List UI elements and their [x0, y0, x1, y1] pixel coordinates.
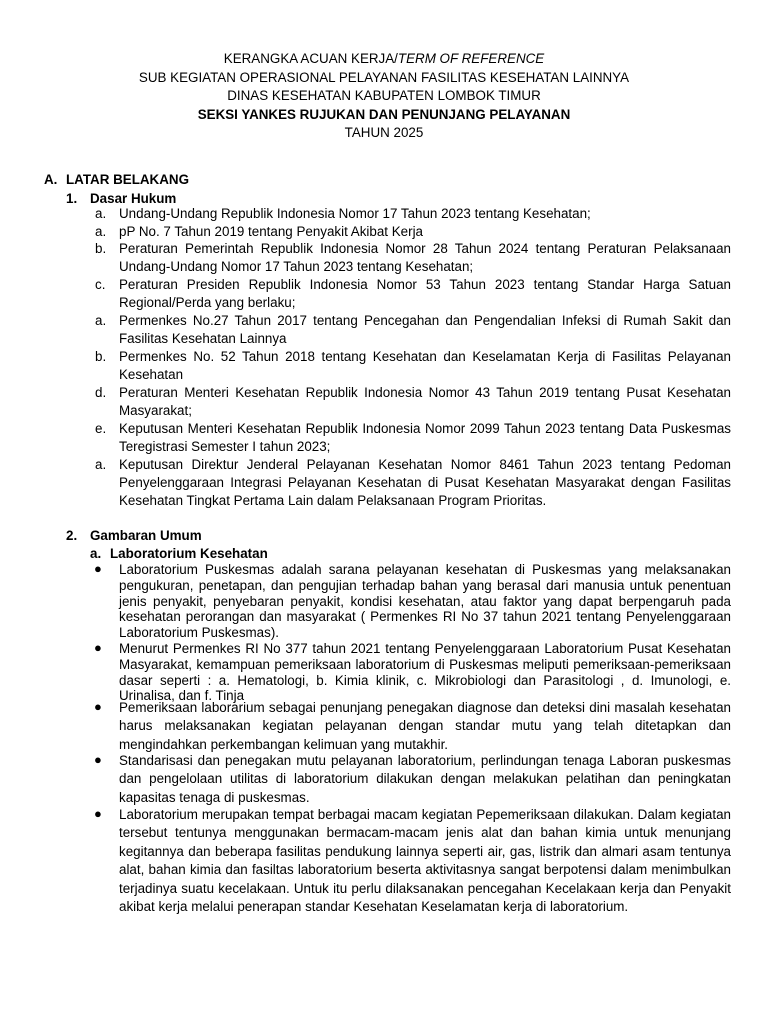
list-item: e. Keputusan Menteri Kesehatan Republik Indonesia Nomor 2099 Tahun 2023 tentang Data Puskesmas Teregistrasi Semester I tahun 2023; — [95, 421, 731, 454]
sub1-title: Dasar Hukum — [90, 191, 177, 206]
sub2a-marker: a. — [90, 546, 102, 561]
bullet-icon: ● — [94, 752, 102, 767]
list-item: Pemeriksaan laborarium sebagai penunjang penegakan diagnose dan deteksi dini masalah kesehatan harus melaksanakan kegiatan pelayanan dengan standar mutu yang telah ditetapkan dan mengindahkan perkembangan kelimuan yang mutakhir. — [119, 700, 731, 752]
list-item: a. pP No. 7 Tahun 2019 tentang Penyakit Akibat Kerja — [95, 224, 423, 239]
sub2a-title: Laboratorium Kesehatan — [110, 546, 268, 561]
header-tahun: TAHUN 2025 — [344, 125, 424, 140]
list-item: Menurut Permenkes RI No 377 tahun 2021 tentang Penyelenggaraan Laboratorium Pusat Kesehatan Masyarakat, kemampuan pemeriksaan laboratorium di Puskesmas meliputi pemeriksaan-pemeriksaan dasar seperti : a. Hematologi, b. Kimia klinik, c. Mikrobiologi dan Parasitologi , d. Imunologi, e. Urinalisa, dan f. Tinja — [119, 641, 731, 704]
document-header — [0, 50, 768, 143]
header-dinas: DINAS KESEHATAN KABUPATEN LOMBOK TIMUR — [227, 88, 541, 103]
header-seksi: SEKSI YANKES RUJUKAN DAN PENUNJANG PELAYANAN — [197, 106, 571, 122]
list-item: a. Keputusan Direktur Jenderal Pelayanan Kesehatan Nomor 8461 Tahun 2023 tentang Pedoman Penyelenggaraan Integrasi Pelayanan Kesehatan di Pusat Kesehatan Masyarakat dengan Fasilitas Kesehatan Tingkat Pertama Lain dalam Pelaksanaan Program Prioritas. — [95, 457, 731, 508]
bullet-icon: ● — [94, 561, 102, 576]
section-a-title: LATAR BELAKANG — [66, 172, 189, 187]
list-item: Laboratorium Puskesmas adalah sarana pelayanan kesehatan di Puskesmas yang melaksanakan pengukuran, penetapan, dan pengujian terhadap bahan yang berasal dari manusia untuk penentuan jenis penyakit, penyebaran penyakit, kondisi kesehatan, atau faktor yang dapat berpengaruh pada kesehatan perorangan dan masyarakat ( Permenkes RI No 37 tahun 2021 tentang Penyelenggaraan Laboratorium Puskesmas). — [119, 562, 731, 641]
sub2-marker: 2. — [66, 528, 78, 543]
sub2-title: Gambaran Umum — [90, 528, 202, 543]
list-item: b. Permenkes No. 52 Tahun 2018 tentang Kesehatan dan Keselamatan Kerja di Fasilitas Pelayanan Kesehatan — [95, 349, 731, 382]
list-item: d. Peraturan Menteri Kesehatan Republik Indonesia Nomor 43 Tahun 2019 tentang Pusat Kesehatan Masyarakat; — [95, 385, 731, 418]
list-item: c. Peraturan Presiden Republik Indonesia Nomor 53 Tahun 2023 tentang Standar Harga Satuan Regional/Perda yang berlaku; — [95, 277, 731, 310]
list-item: Standarisasi dan penegakan mutu pelayanan laboratorium, perlindungan tenaga Laboran puskesmas dan pengelolaan utilitas di laboratorium dilakukan dengan melakukan pelatihan dan peningkatan kapasitas tenaga di puskesmas. — [119, 753, 731, 805]
section-a-marker: A. — [44, 172, 58, 187]
list-item: a. Permenkes No.27 Tahun 2017 tentang Pencegahan dan Pengendalian Infeksi di Rumah Sakit dan Fasilitas Kesehatan Lainnya — [95, 313, 731, 346]
header-subkegiatan: SUB KEGIATAN OPERASIONAL PELAYANAN FASILITAS KESEHATAN LAINNYA — [138, 69, 630, 85]
bullet-icon: ● — [94, 806, 102, 821]
list-item: b. Peraturan Pemerintah Republik Indonesia Nomor 28 Tahun 2024 tentang Peraturan Pelaksanaan Undang-Undang Nomor 17 Tahun 2023 tentang Kesehatan; — [95, 241, 731, 274]
header-title: KERANGKA ACUAN KERJA/TERM OF REFERENCE — [223, 51, 545, 66]
list-item: Laboratorium merupakan tempat berbagai macam kegiatan Pepemeriksaan dilakukan. Dalam kegiatan tersebut tentunya menggunakan bermacam-macam jenis alat dan bahan kimia untuk menunjang kegitannya dan beberapa fasilitas pendukung lainnya seperti air, gas, listrik dan almari asam tentunya alat, bahan kimia dan fasiltas laboratorium beserta aktivitasnya sangat berpotensi dalam menimbulkan terjadinya suatu kecelakaan. Untuk itu perlu dilaksanakan pencegahan Kecelakaan kerja dan Penyakit akibat kerja melalui penerapan standar Kesehatan Keselamatan kerja di laboratorium. — [119, 807, 731, 915]
bullet-icon: ● — [94, 699, 102, 714]
bullet-icon: ● — [94, 640, 102, 655]
sub1-marker: 1. — [66, 191, 78, 206]
list-item: a. Undang-Undang Republik Indonesia Nomor 17 Tahun 2023 tentang Kesehatan; — [95, 206, 591, 221]
